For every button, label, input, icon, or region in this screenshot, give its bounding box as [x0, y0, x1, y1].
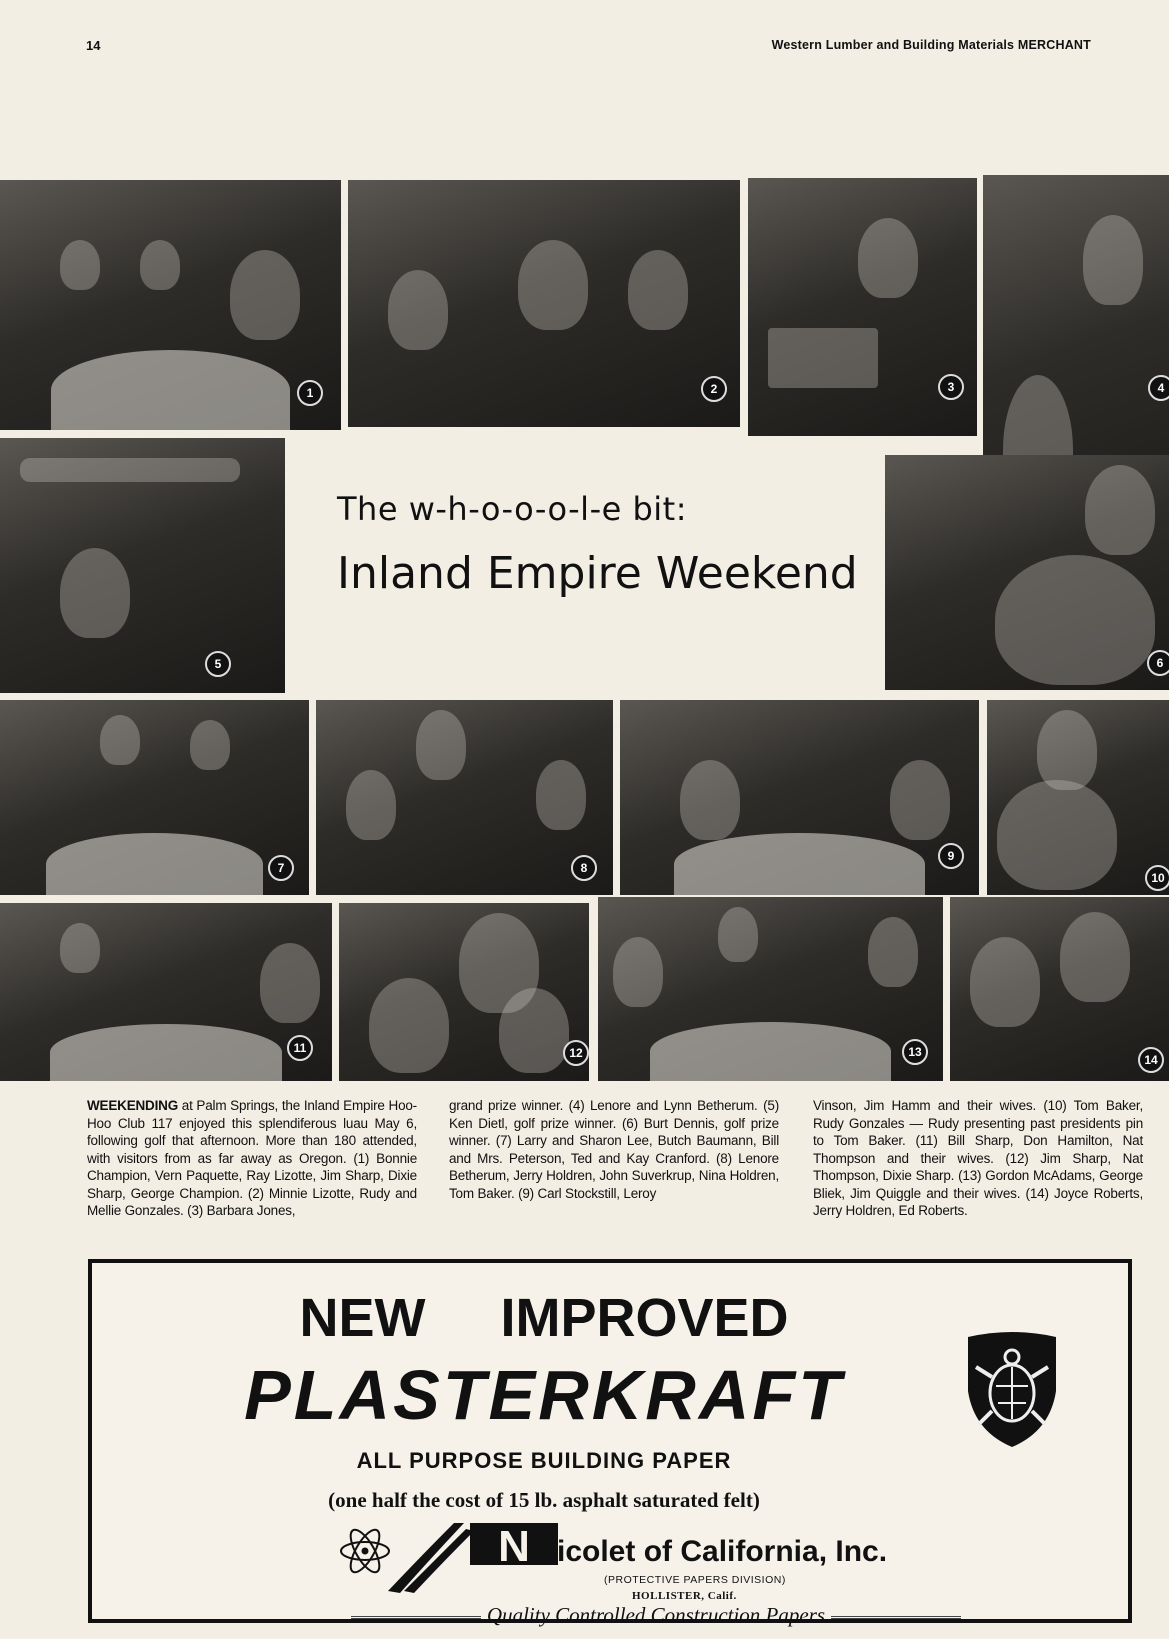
company-division: (PROTECTIVE PAPERS DIVISION)	[604, 1574, 786, 1586]
photo-number-badge: 14	[1138, 1047, 1164, 1073]
photo-9	[620, 700, 979, 895]
caption-column-1	[87, 1097, 417, 1220]
photo-14	[950, 897, 1169, 1081]
turtle-shield-icon	[960, 1331, 1064, 1451]
photo-number-badge: 5	[205, 651, 231, 677]
caption-column-3	[813, 1097, 1143, 1220]
company-name: icolet of California, Inc.	[557, 1535, 888, 1568]
tagline-rule-right	[831, 1616, 961, 1619]
photo-7	[0, 700, 309, 895]
photo-number-badge: 12	[563, 1040, 589, 1066]
photo-11	[0, 903, 332, 1081]
caption-text: Vinson, Jim Hamm and their wives. (10) Tom Baker, Rudy Gonzales — Rudy presenting past presidents pin to Tom Baker. (11) Bill Sharp, Don Hamilton, Nat Thompson and their wives. (12) Jim Sharp, Nat Thompson, Dixie Sharp. (13) Gordon McAdams, George Bliek, Jim Quiggle and their wives. (14) Joyce Roberts, Jerry Holdren, Ed Roberts.	[813, 1098, 1143, 1218]
tagline-rule-left	[351, 1616, 481, 1619]
photo-number-badge: 1	[297, 380, 323, 406]
photo-1	[0, 180, 341, 430]
photo-number-badge: 3	[938, 374, 964, 400]
photo-number-badge: 2	[701, 376, 727, 402]
photo-13	[598, 897, 943, 1081]
caption-lead: WEEKENDING	[87, 1098, 179, 1113]
headline-line-2: Inland Empire Weekend	[337, 548, 858, 599]
photo-3	[748, 178, 977, 436]
company-city: HOLLISTER, Calif.	[632, 1590, 737, 1602]
ad-headline: NEW IMPROVED	[299, 1288, 789, 1348]
ad-price-note: (one half the cost of 15 lb. asphalt saturated felt)	[328, 1488, 760, 1512]
photo-12	[339, 903, 589, 1081]
photo-number-badge: 4	[1148, 375, 1169, 401]
photo-number-badge: 10	[1145, 865, 1169, 891]
logo-letter: N	[498, 1522, 530, 1571]
photo-8	[316, 700, 613, 895]
photo-number-badge: 8	[571, 855, 597, 881]
photo-2	[348, 180, 740, 427]
photo-number-badge: 7	[268, 855, 294, 881]
photo-number-badge: 6	[1147, 650, 1169, 676]
ad-subtitle: ALL PURPOSE BUILDING PAPER	[356, 1448, 732, 1473]
photo-number-badge: 11	[287, 1035, 313, 1061]
photo-10	[987, 700, 1169, 895]
caption-column-2	[449, 1097, 779, 1202]
plasterkraft-advertisement	[88, 1259, 1132, 1627]
photo-number-badge: 9	[938, 843, 964, 869]
headline-line-1: The w-h-o-o-o-l-e bit:	[337, 490, 687, 528]
photo-6	[885, 455, 1169, 690]
caption-text: grand prize winner. (4) Lenore and Lynn Betherum. (5) Ken Dietl, golf prize winner. (6) Burt Dennis, golf prize winner. (7) Larry and Sharon Lee, Butch Baumann, Bill and Mrs. Peterson, Ted and Kay Cranford. (8) Lenore Betherum, Jerry Holdren, John Suverkrup, Nina Holdren, Tom Baker. (9) Carl Stockstill, Leroy	[449, 1098, 779, 1201]
nicolet-logo-icon	[384, 1517, 564, 1595]
photo-5	[0, 438, 285, 693]
caption-text: at Palm Springs, the Inland Empire Hoo-Hoo Club 117 enjoyed this splendiferous luau May 6, following golf that afternoon. More than 180 attended, with visitors from as far away as Oregon. (1) Bonnie Champion, Vern Paquette, Ray Lizotte, Jim Sharp, Dixie Sharp, George Champion. (2) Minnie Lizotte, Rudy and Mellie Gonzales. (3) Barbara Jones,	[87, 1098, 417, 1218]
ad-product-name: PLASTERKRAFT	[244, 1356, 844, 1434]
running-header: Western Lumber and Building Materials MERCHANT	[771, 38, 1091, 52]
page-number: 14	[86, 38, 101, 53]
ad-tagline-row	[316, 1603, 996, 1628]
ad-tagline: Quality Controlled Construction Papers	[486, 1603, 826, 1627]
photo-number-badge: 13	[902, 1039, 928, 1065]
